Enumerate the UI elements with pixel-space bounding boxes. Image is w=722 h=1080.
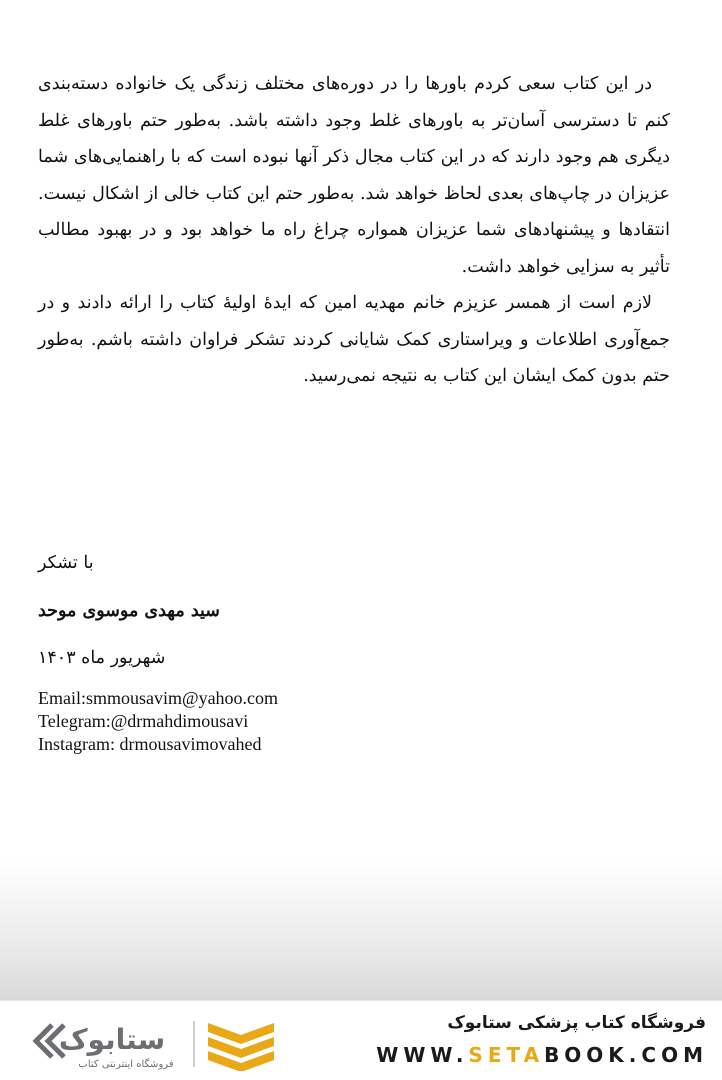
store-url[interactable] — [376, 1043, 708, 1067]
url-suffix: BOOK.COM — [544, 1043, 708, 1067]
store-footer — [0, 1000, 722, 1080]
store-title: فروشگاه کتاب پزشکی ستابوک — [447, 1013, 706, 1033]
chevron-stack-icon — [208, 1023, 274, 1071]
date-line: شهریور ماه ۱۴۰۳ — [38, 648, 166, 668]
logo-word: ستابوک — [58, 1023, 166, 1056]
thanks-line: با تشکر — [38, 553, 94, 573]
paragraph-1: در این کتاب سعی کردم باورها را در دوره‌های مختلف زندگی یک خانواده دسته‌بندی کنم تا دسترسی آسان‌تر به باورهای غلط وجود داشته باشد. به‌طور حتم باورهای غلط دیگری هم وجود دارند که در این کتاب مجال ذکر آنها نبوده است که با راهنمایی‌های شما عزیزان در چاپ‌های بعدی لحاظ خواهد شد. به‌طور حتم این کتاب خالی از اشکال نیست. انتقادها و پیشنهادهای شما عزیزان همواره چراغ راه ما خواهد بود و در بهبود مطالب تأثیر به سزایی خواهد داشت. — [38, 74, 670, 277]
instagram-line: Instagram: drmousavimovahed — [38, 734, 262, 754]
paragraph-2: لازم است از همسر عزیزم خانم مهدیه امین که ایدهٔ اولیهٔ کتاب را ارائه دادند و در جمع‌آوری اطلاعات و ویراستاری کمک شایانی کردند تشکر فراوان داشته باشم. به‌طور حتم بدون کمک ایشان این کتاب به نتیجه نمی‌رسید. — [38, 293, 670, 386]
setabook-logo[interactable] — [26, 1015, 286, 1071]
author-name: سید مهدی موسوی موحد — [38, 601, 220, 621]
url-highlight: SETA — [468, 1043, 545, 1067]
body-text — [38, 66, 670, 395]
telegram-line: Telegram:@drmahdimousavi — [38, 711, 249, 731]
logo-subtitle: فروشگاه اینترنتی کتاب — [78, 1059, 174, 1070]
email-line: Email:smmousavim@yahoo.com — [38, 688, 279, 708]
contact-info — [38, 687, 278, 756]
url-prefix: WWW. — [376, 1043, 469, 1067]
